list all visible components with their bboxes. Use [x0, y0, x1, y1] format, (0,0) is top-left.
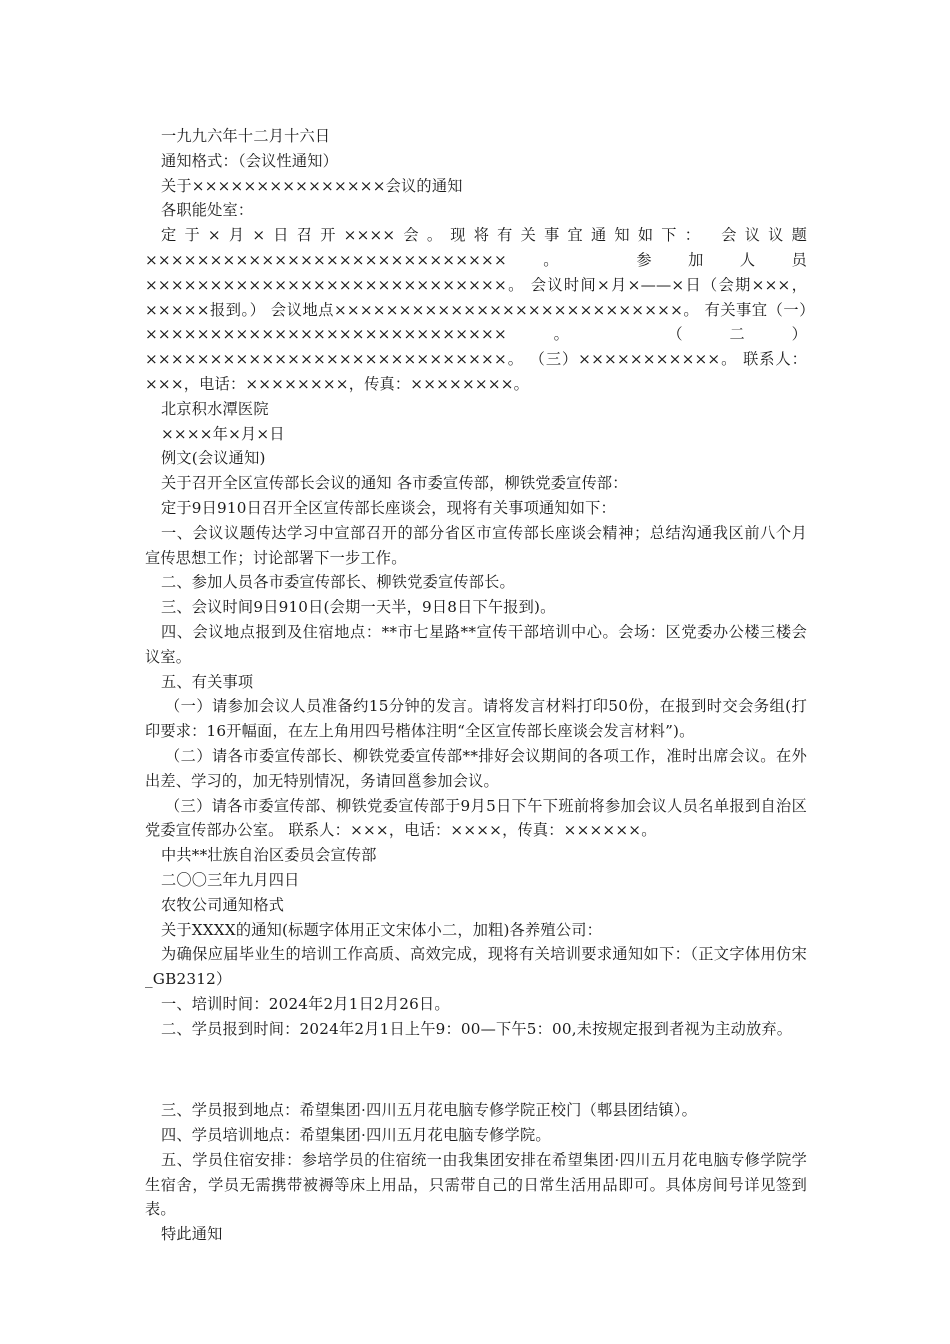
paragraph: 中共**壮族自治区委员会宣传部: [161, 846, 377, 865]
paragraph: 一、会议议题传达学习中宣部召开的部分省区市宣传部长座谈会精神；总结沟通我区前八个月宣传思想工作；讨论部署下一步工作。: [145, 523, 807, 567]
paragraph: （二）请各市委宣传部长、柳铁党委宣传部**排好会议期间的各项工作，准时出席会议。在外出差、学习的，加无特别情况，务请回邕参加会议。: [145, 746, 807, 790]
paragraph: （一）请参加会议人员准备约15分钟的发言。请将发言材料打印50份，在报到时交会务组(打印要求：16开幅面，在左上角用四号楷体注明“全区宣传部长座谈会发言材料”)。: [145, 697, 807, 741]
paragraph: 关于×××××××××××××××会议的通知: [161, 176, 463, 195]
paragraph: 各职能处室：: [161, 201, 254, 220]
paragraph: 一九九六年十二月十六日: [161, 127, 331, 145]
paragraph: 北京积水潭医院: [161, 399, 269, 418]
paragraph: 通知格式：（会议性通知）: [161, 151, 339, 170]
paragraph: 例文(会议通知): [161, 449, 266, 468]
paragraph: 三、会议时间9日910日(会期一天半，9日8日下午报到)。: [161, 598, 556, 617]
paragraph: 三、学员报到地点：希望集团·四川五月花电脑专修学院正校门（郫县团结镇）。: [161, 1101, 697, 1120]
paragraph: （三）请各市委宣传部、柳铁党委宣传部于9月5日下午下班前将参加会议人员名单报到自治区党委宣传部办公室。 联系人：×××，电话：××××，传真：××××××。: [145, 796, 807, 840]
paragraph: 二〇〇三年九月四日: [161, 870, 300, 889]
paragraph: 二、参加人员各市委宣传部长、柳铁党委宣传部长。: [161, 573, 515, 592]
paragraph: [145, 1057, 807, 1082]
paragraph: 关于XXXX的通知(标题字体用正文宋体小二，加粗)各养殖公司：: [161, 920, 602, 939]
paragraph: 四、会议地点报到及住宿地点：**市七星路**宣传干部培训中心。会场：区党委办公楼三楼会议室。: [145, 622, 807, 666]
paragraph: 一、培训时间：2024年2月1日2月26日。: [161, 994, 450, 1013]
paragraph: ××××年×月×日: [161, 424, 285, 443]
paragraph: 农牧公司通知格式: [161, 895, 285, 914]
paragraph: 四、学员培训地点：希望集团·四川五月花电脑专修学院。: [161, 1126, 551, 1145]
paragraph: 五、有关事项: [161, 672, 254, 691]
document-body: [145, 124, 807, 1247]
paragraph: 定于×月×日召开××××会。现将有关事宜通知如下： 会议议题××××××××××××××××××××××××××××。 参加人员××××××××××××××××××××××××××××。 会议时间×月×——×日（会期×××，×××××报到。） 会议地点×××××××××××××××××××××××××××。 有关事宜（一）××××××××××××××××××××××××××××。 （二）××××××××××××××××××××××××××××。 （三）×××××××××××。 联系人：×××，电话：××××××××，传真：××××××××。: [145, 226, 807, 393]
paragraph: 特此通知: [161, 1225, 223, 1244]
paragraph: 定于9日910日召开全区宣传部长座谈会，现将有关事项通知如下：: [161, 498, 616, 517]
paragraph: 五、学员住宿安排：参培学员的住宿统一由我集团安排在希望集团·四川五月花电脑专修学院学生宿舍，学员无需携带被褥等床上用品，只需带自己的日常生活用品即可。具体房间号详见签到表。: [145, 1150, 807, 1219]
paragraph: 为确保应届毕业生的培训工作高质、高效完成，现将有关培训要求通知如下：（正文字体用仿宋_GB2312）: [145, 945, 807, 989]
paragraph: 二、学员报到时间：2024年2月1日上午9：00—下午5：00,未按规定报到者视为主动放弃。: [161, 1019, 793, 1038]
paragraph: 关于召开全区宣传部长会议的通知 各市委宣传部，柳铁党委宣传部：: [161, 474, 628, 493]
